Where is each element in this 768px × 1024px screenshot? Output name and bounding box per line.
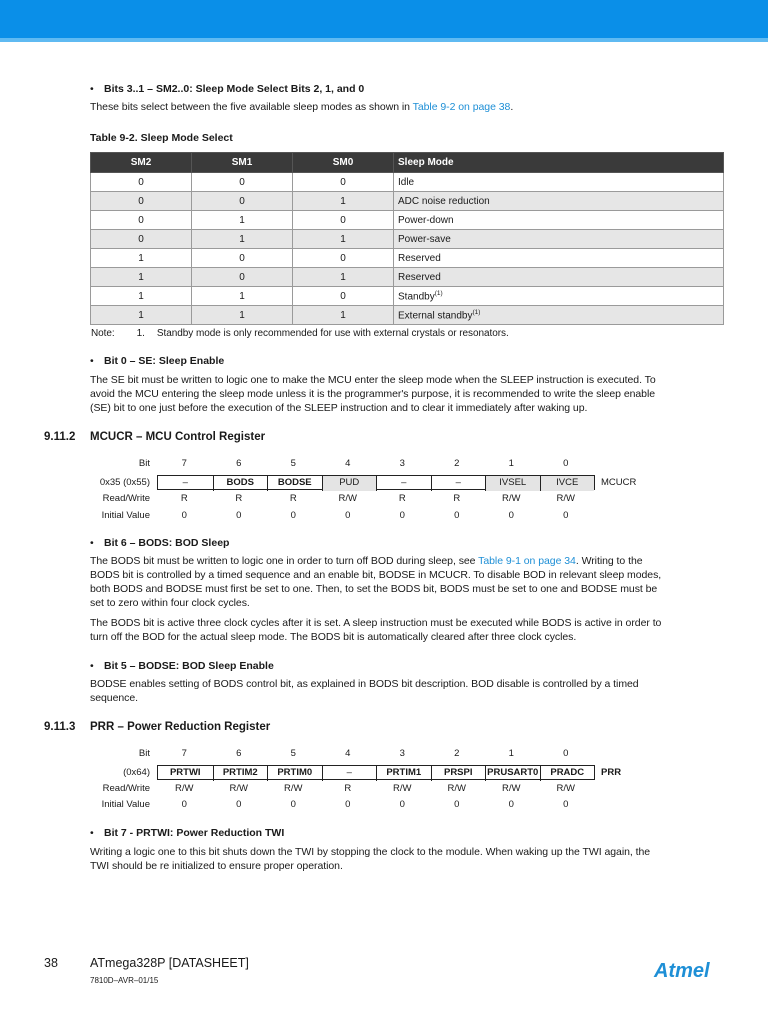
sleep-table-row xyxy=(91,268,724,287)
sleep-table-row xyxy=(91,173,724,192)
access-type: R/W xyxy=(556,783,575,794)
bit-name: – xyxy=(322,766,377,781)
access-type: R/W xyxy=(229,783,248,794)
sleep-table-cell: 0 xyxy=(192,173,293,192)
bit6-paragraph-2 xyxy=(90,616,661,644)
bit-number: 2 xyxy=(454,748,460,759)
header-sm1: SM1 xyxy=(192,153,293,173)
prr-section-text: PRR – Power Reduction Register xyxy=(90,721,271,733)
bit6-heading: • Bit 6 – BODS: BOD Sleep xyxy=(90,537,230,549)
register-name: PRR xyxy=(601,767,622,778)
bits-sm-description xyxy=(90,100,513,114)
initial-value-label: Initial Value xyxy=(101,510,150,521)
sleep-table-row xyxy=(91,192,724,211)
initial-value: 0 xyxy=(454,510,460,521)
header-sm0: SM0 xyxy=(293,153,394,173)
bit-name: PRTIM0 xyxy=(267,766,322,781)
sleep-mode-name: External standby xyxy=(398,310,473,322)
sleep-mode-cell xyxy=(394,287,724,306)
table-9-2-link[interactable]: Table 9-2 on page 38 xyxy=(412,101,511,113)
register-name: MCUCR xyxy=(601,477,637,488)
initial-value: 0 xyxy=(454,799,460,810)
bit-number: 3 xyxy=(399,458,405,469)
bit-name: PRSPI xyxy=(431,766,486,781)
bit-name: PRADC xyxy=(540,766,595,781)
sleep-table-cell: 1 xyxy=(293,306,394,325)
bit6-line: both BODS and BODSE must first be set to one. Then, to set the BODS bit, BODS must be set to one and BODSE must be xyxy=(90,583,658,595)
note-label: Note: xyxy=(91,328,115,339)
address-label: 0x35 (0x55) xyxy=(99,477,150,488)
bit0-line: (SE) bit to one just before the execution of the SLEEP instruction and to clear it immediately after waking up. xyxy=(90,402,588,414)
atmel-logo xyxy=(652,956,728,989)
bit-number: 4 xyxy=(345,748,351,759)
initial-value: 0 xyxy=(345,799,351,810)
document-title: ATmega328P [DATASHEET] xyxy=(90,956,249,970)
sleep-mode-cell xyxy=(394,268,724,287)
sleep-mode-cell xyxy=(394,211,724,230)
sleep-mode-name: Standby xyxy=(398,291,435,303)
bit-name: IVCE xyxy=(540,476,595,491)
sleep-mode-cell xyxy=(394,249,724,268)
atmel-logo-svg xyxy=(652,956,728,984)
bits-sm-text-end: . xyxy=(510,101,514,113)
page-number: 38 xyxy=(44,956,58,970)
sleep-table-cell: 0 xyxy=(91,192,192,211)
note-number: 1. xyxy=(136,328,145,339)
bit6-heading-text: Bit 6 – BODS: BOD Sleep xyxy=(104,537,230,549)
bit-number: 7 xyxy=(181,748,187,759)
bit6-line xyxy=(90,554,661,568)
bit7-paragraph xyxy=(90,845,650,873)
bit-name: – xyxy=(182,477,188,488)
bit-number: 0 xyxy=(563,458,569,469)
read-write-label: Read/Write xyxy=(102,783,150,794)
access-type: R xyxy=(235,493,243,504)
initial-value: 0 xyxy=(508,510,514,521)
bit6-text: The BODS bit must be written to logic one in order to turn off BOD during sleep, see xyxy=(90,555,479,567)
access-type: R xyxy=(344,783,352,794)
sleep-mode-cell xyxy=(394,306,724,325)
bit-number: 6 xyxy=(236,748,242,759)
table-9-1-link[interactable]: Table 9-1 on page 34 xyxy=(478,555,576,567)
sleep-table-header-row xyxy=(91,153,724,173)
sleep-table-cell: 1 xyxy=(91,268,192,287)
bit0-line: The SE bit must be written to logic one to make the MCU enter the sleep mode when the SLEEP instruction is executed. To xyxy=(90,374,656,386)
bit-row-label: Bit xyxy=(138,458,150,469)
initial-value: 0 xyxy=(290,510,296,521)
initial-value: 0 xyxy=(236,510,242,521)
sleep-mode-name: Power-save xyxy=(398,233,451,245)
initial-value: 0 xyxy=(181,510,187,521)
sleep-mode-name: Reserved xyxy=(398,252,441,264)
table-note xyxy=(91,327,509,341)
access-type: R xyxy=(289,493,297,504)
sleep-table-cell: 1 xyxy=(293,192,394,211)
initial-value: 0 xyxy=(508,799,514,810)
bit-name: PRTIM2 xyxy=(213,766,268,781)
bit5-line: BODSE enables setting of BODS control bit, as explained in BODS bit description. BOD disable is controlled by a timed xyxy=(90,678,639,690)
bit5-heading-text: Bit 5 – BODSE: BOD Sleep Enable xyxy=(104,660,274,672)
sleep-table-cell: 0 xyxy=(91,173,192,192)
bits-sm-heading: • Bits 3..1 – SM2..0: Sleep Mode Select Bits 2, 1, and 0 xyxy=(90,83,365,95)
sleep-table-cell: 0 xyxy=(192,249,293,268)
bit5-paragraph xyxy=(90,677,639,705)
sleep-table-cell: 1 xyxy=(293,268,394,287)
bit-name: – xyxy=(431,476,486,491)
sleep-table-row xyxy=(91,211,724,230)
bit0-heading: • Bit 0 – SE: Sleep Enable xyxy=(90,355,225,367)
header-band xyxy=(0,0,768,38)
bit6-line: The BODS bit is active three clock cycles after it is set. A sleep instruction must be executed while BODS is active in order to xyxy=(90,617,662,629)
bit-number: 5 xyxy=(290,458,296,469)
header-accent-line xyxy=(0,38,768,42)
bit6-line: turn off the BOD for the actual sleep mode. The BODS bit is automatically cleared after three clock cycles. xyxy=(90,631,577,643)
sleep-table-cell: 1 xyxy=(91,287,192,306)
bit-number: 7 xyxy=(181,458,187,469)
sleep-table-cell: 0 xyxy=(293,173,394,192)
initial-value: 0 xyxy=(290,799,296,810)
bit-name: BODSE xyxy=(267,476,322,491)
access-type: R/W xyxy=(447,783,466,794)
sleep-table-row xyxy=(91,287,724,306)
logo-text: Atmel xyxy=(654,960,710,982)
bit-name: IVSEL xyxy=(485,476,540,491)
sleep-mode-name: ADC noise reduction xyxy=(398,195,490,207)
sleep-table-cell: 1 xyxy=(293,230,394,249)
sleep-table-row xyxy=(91,306,724,325)
bit-number: 6 xyxy=(236,458,242,469)
bit7-heading: • Bit 7 - PRTWI: Power Reduction TWI xyxy=(90,827,285,839)
sleep-table-cell: 0 xyxy=(91,211,192,230)
sleep-mode-cell xyxy=(394,192,724,211)
bit-number: 0 xyxy=(563,748,569,759)
initial-value: 0 xyxy=(345,510,351,521)
sleep-table-cell: 0 xyxy=(192,268,293,287)
sleep-table-cell: 0 xyxy=(192,192,293,211)
initial-value: 0 xyxy=(563,510,569,521)
mcucr-section-number: 9.11.2 xyxy=(44,431,76,443)
sleep-mode-table xyxy=(90,152,724,325)
document-code: 7810D–AVR–01/15 xyxy=(90,976,159,985)
bit-number: 3 xyxy=(399,748,405,759)
bit-name: PRTWI xyxy=(169,767,201,778)
access-type: R/W xyxy=(175,783,194,794)
access-type: R/W xyxy=(502,783,521,794)
bit-row-label: Bit xyxy=(138,748,150,759)
mcucr-section-title xyxy=(44,431,265,443)
bit-name: PRTIM1 xyxy=(376,766,431,781)
mcucr-section-text: MCUCR – MCU Control Register xyxy=(90,431,266,443)
access-type: R xyxy=(398,493,406,504)
sleep-table-cell: 0 xyxy=(293,249,394,268)
bit-number: 1 xyxy=(508,458,514,469)
bit-name: PRUSART0 xyxy=(485,766,540,781)
bit0-paragraph xyxy=(90,373,656,415)
sleep-table-cell: 1 xyxy=(91,249,192,268)
bit7-line: TWI should be re initialized to ensure proper operation. xyxy=(90,860,343,872)
sleep-table-cell: 1 xyxy=(192,230,293,249)
header-sleep-mode: Sleep Mode xyxy=(394,153,724,173)
initial-value: 0 xyxy=(399,510,405,521)
bit7-heading-text: Bit 7 - PRTWI: Power Reduction TWI xyxy=(104,827,285,839)
table-caption: Table 9-2. Sleep Mode Select xyxy=(90,132,233,144)
address-label: (0x64) xyxy=(123,767,150,778)
bit-number: 5 xyxy=(290,748,296,759)
bit-number: 1 xyxy=(508,748,514,759)
bit-name: – xyxy=(376,476,431,491)
sleep-mode-name: Power-down xyxy=(398,214,454,226)
initial-value-label: Initial Value xyxy=(101,799,150,810)
access-type: R/W xyxy=(502,493,521,504)
bit-name: BODS xyxy=(213,476,268,491)
sleep-table-cell: 1 xyxy=(192,211,293,230)
sleep-table-row xyxy=(91,249,724,268)
access-type: R/W xyxy=(284,783,303,794)
sleep-table-cell: 1 xyxy=(192,306,293,325)
sleep-mode-name: Idle xyxy=(398,176,415,188)
sleep-table-cell: 0 xyxy=(91,230,192,249)
bit5-heading: • Bit 5 – BODSE: BOD Sleep Enable xyxy=(90,660,274,672)
footnote-ref: (1) xyxy=(472,308,481,316)
bit7-line: Writing a logic one to this bit shuts down the TWI by stopping the clock to the module. When waking up the TWI again, the xyxy=(90,846,651,858)
bits-sm-text: These bits select between the five available sleep modes as shown in xyxy=(90,101,413,113)
sleep-table-cell: 1 xyxy=(192,287,293,306)
initial-value: 0 xyxy=(563,799,569,810)
bit0-line: avoid the MCU entering the sleep mode unless it is the programmer's purpose, it is recommended to write the sleep enable xyxy=(90,388,656,400)
bit-number: 4 xyxy=(345,458,351,469)
sleep-table-cell: 0 xyxy=(293,287,394,306)
read-write-label: Read/Write xyxy=(102,493,150,504)
prr-section-title xyxy=(44,721,270,733)
bit5-line: sequence. xyxy=(90,692,139,704)
initial-value: 0 xyxy=(181,799,187,810)
access-type: R xyxy=(180,493,188,504)
bit-number: 2 xyxy=(454,458,460,469)
initial-value: 0 xyxy=(399,799,405,810)
bits-sm-heading-text: Bits 3..1 – SM2..0: Sleep Mode Select Bits 2, 1, and 0 xyxy=(104,83,365,95)
bit6-text-end: . Writing to the xyxy=(575,555,643,567)
bit6-paragraph-1 xyxy=(90,554,661,610)
prr-section-number: 9.11.3 xyxy=(44,721,76,733)
sleep-mode-table-wrap xyxy=(90,152,724,325)
bit6-line: set to zero within four clock cycles. xyxy=(90,597,250,609)
sleep-mode-name: Reserved xyxy=(398,271,441,283)
note-text: Standby mode is only recommended for use with external crystals or resonators. xyxy=(156,328,509,339)
access-type: R/W xyxy=(393,783,412,794)
sleep-table-cell: 0 xyxy=(293,211,394,230)
access-type: R/W xyxy=(338,493,357,504)
access-type: R/W xyxy=(556,493,575,504)
bit6-line: BODS bit is controlled by a timed sequence and an enable bit, BODSE in MCUCR. To disable BOD in relevant sleep modes, xyxy=(90,569,662,581)
bit0-heading-text: Bit 0 – SE: Sleep Enable xyxy=(104,355,225,367)
sleep-table-cell: 1 xyxy=(91,306,192,325)
header-sm2: SM2 xyxy=(91,153,192,173)
bit-name: PUD xyxy=(322,476,377,491)
access-type: R xyxy=(453,493,461,504)
sleep-mode-cell xyxy=(394,173,724,192)
sleep-table-row xyxy=(91,230,724,249)
sleep-mode-cell xyxy=(394,230,724,249)
footnote-ref: (1) xyxy=(434,289,443,297)
initial-value: 0 xyxy=(236,799,242,810)
